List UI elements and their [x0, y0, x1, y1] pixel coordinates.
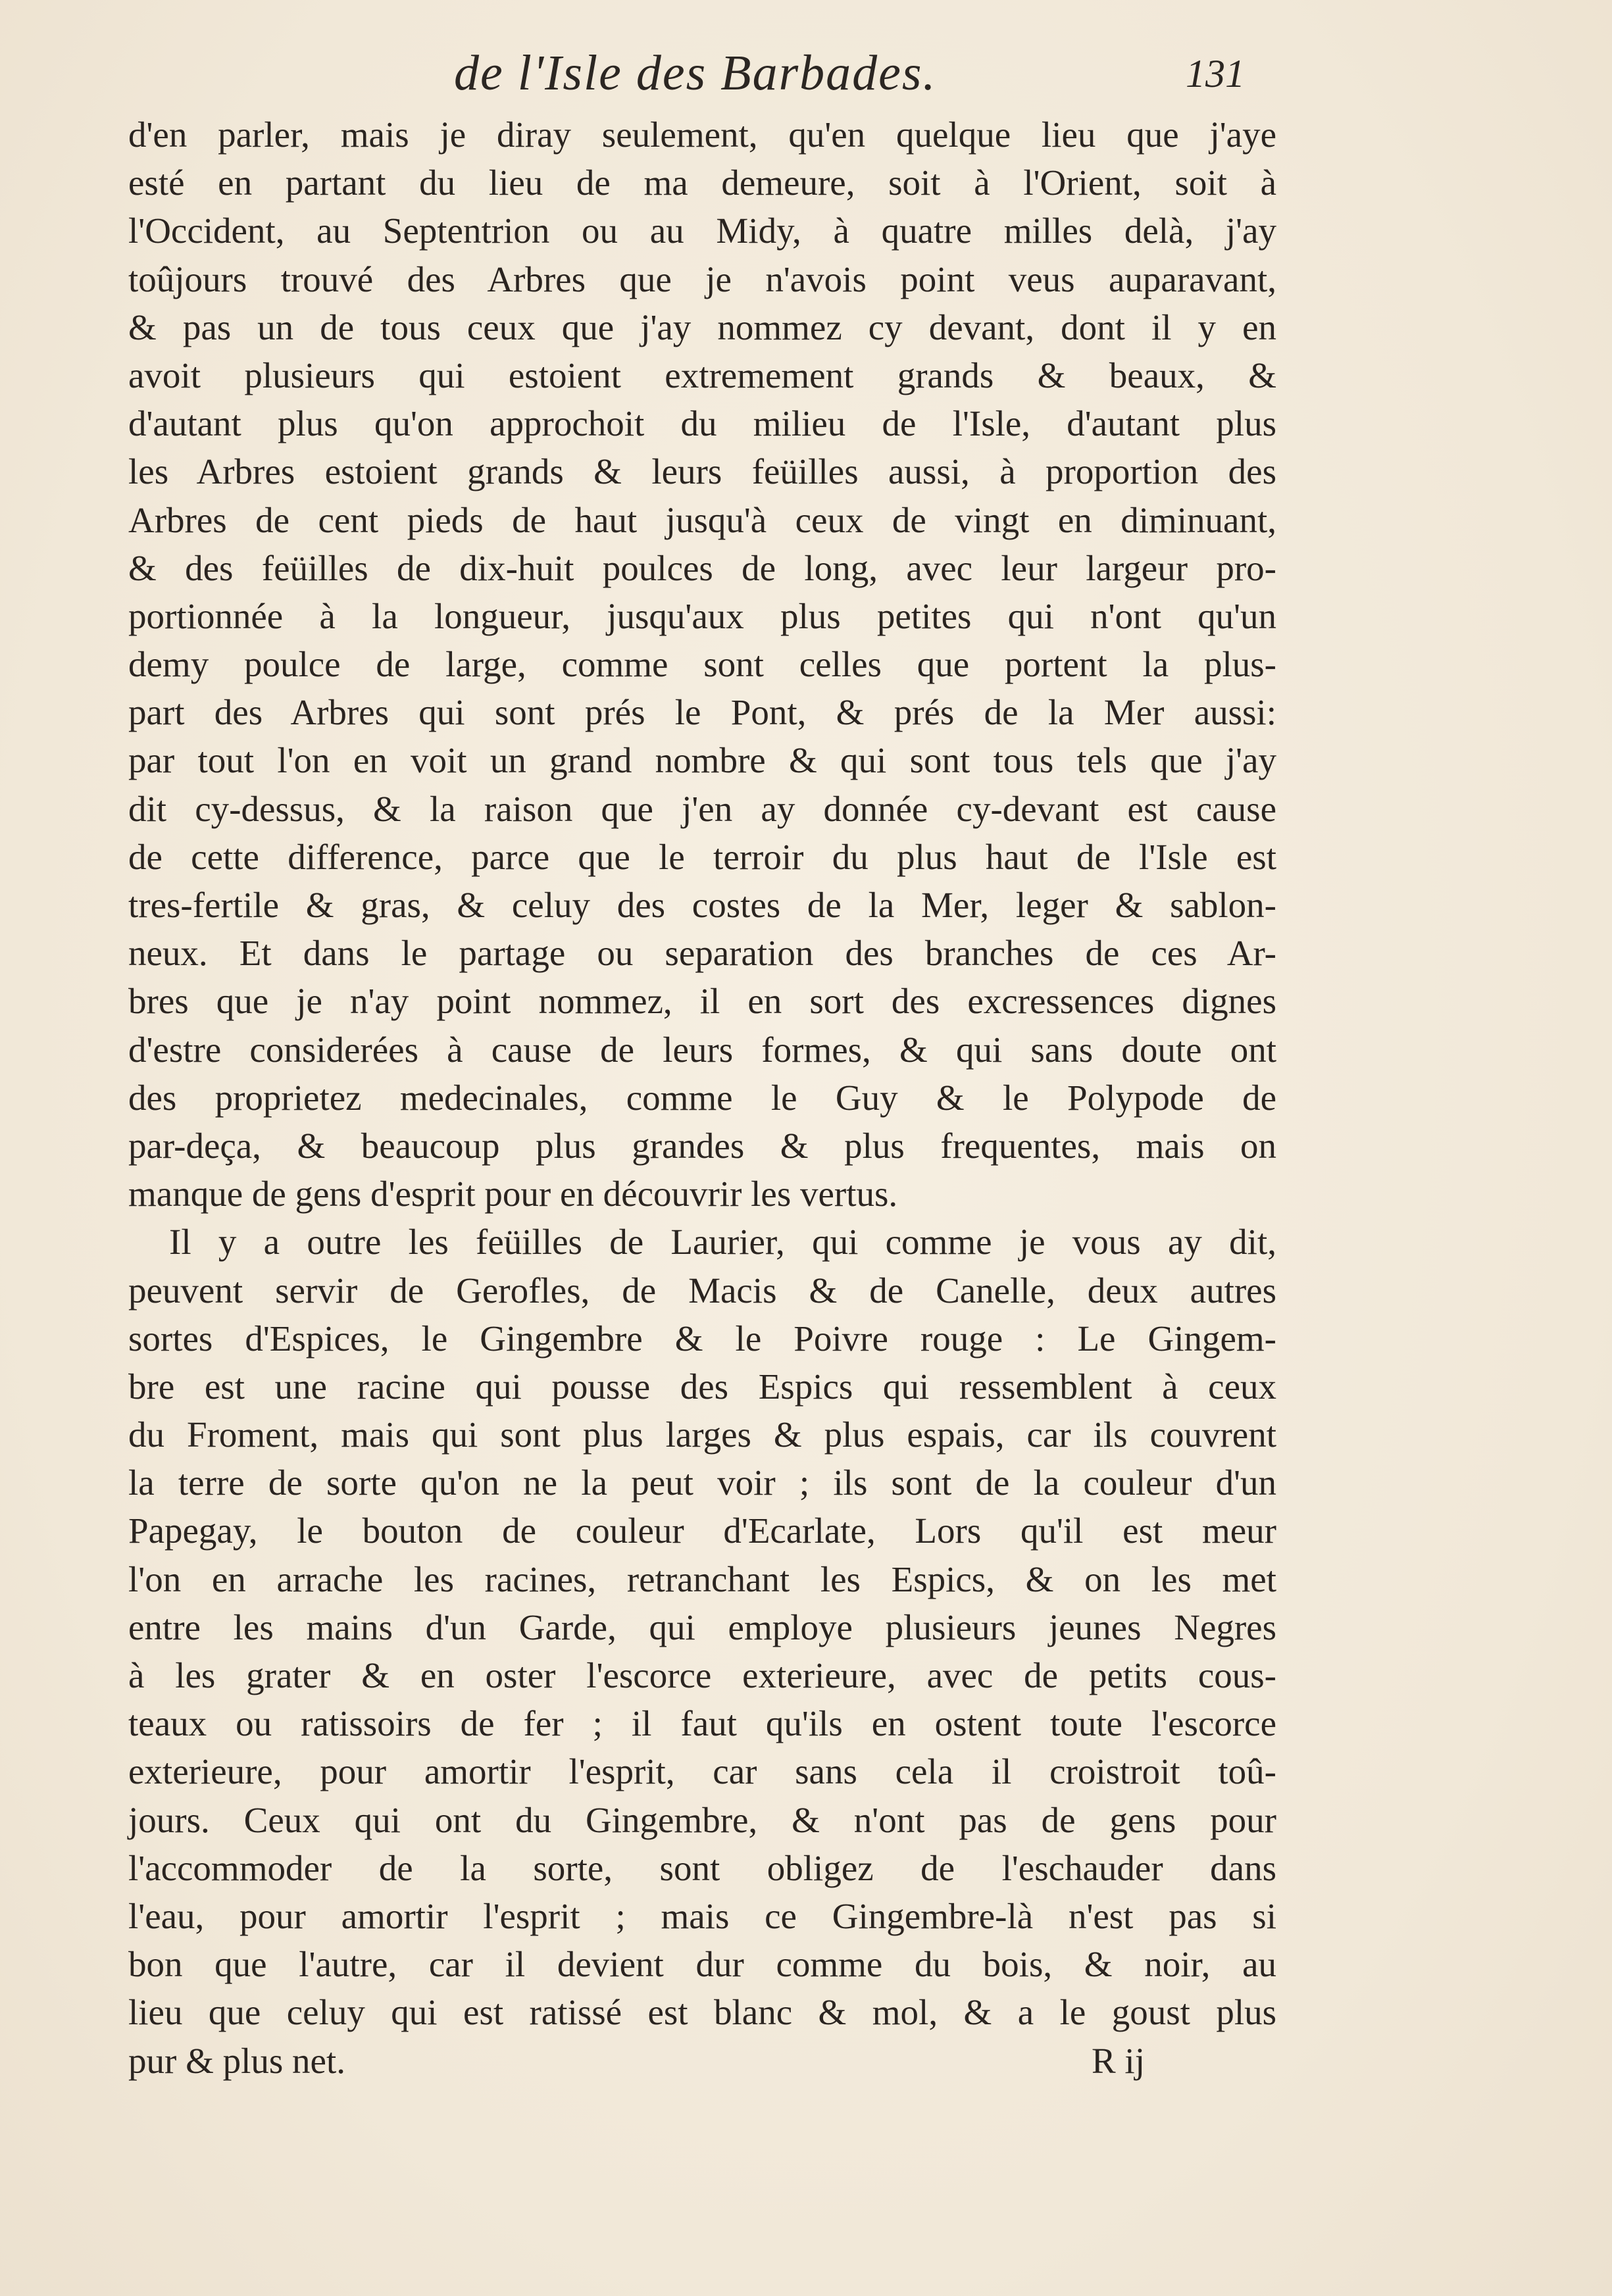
text-line: Arbres de cent pieds de haut jusqu'à ceux de vingt en diminuant, — [128, 499, 1276, 540]
body-text — [128, 111, 1276, 2085]
text-line: entre les mains d'un Garde, qui employe plusieurs jeunes Negres — [128, 1607, 1276, 1647]
text-line: de cette difference, parce que le terroir du plus haut de l'Isle est — [128, 836, 1276, 877]
text-line: à les grater & en oster l'escorce exterieure, avec de petits cous- — [128, 1655, 1276, 1695]
text-line: d'autant plus qu'on approchoit du milieu de l'Isle, d'autant plus — [128, 403, 1276, 444]
text-line: portionnée à la longueur, jusqu'aux plus petites qui n'ont qu'un — [128, 595, 1276, 636]
text-line: les Arbres estoient grands & leurs feüilles aussi, à proportion des — [128, 451, 1276, 492]
text-line: & des feüilles de dix-huit poulces de long, avec leur largeur pro- — [128, 547, 1276, 588]
text-line: avoit plusieurs qui estoient extremement grands & beaux, & — [128, 355, 1276, 395]
text-line: demy poulce de large, comme sont celles que portent la plus- — [128, 644, 1276, 685]
text-line: la terre de sorte qu'on ne la peut voir ; ils sont de la couleur d'un — [128, 1462, 1276, 1503]
running-title: de l'Isle des Barbades. — [454, 45, 937, 101]
text-line: Papegay, le bouton de couleur d'Ecarlate, Lors qu'il est meur — [128, 1510, 1276, 1551]
text-line: dit cy-dessus, & la raison que j'en ay donnée cy-devant est cause — [128, 788, 1276, 829]
text-line: bres que je n'ay point nommez, il en sort des excressences dignes — [128, 981, 1276, 1022]
text-line: l'accommoder de la sorte, sont obligez de l'eschauder dans — [128, 1847, 1276, 1888]
text-line: exterieure, pour amortir l'esprit, car sans cela il croistroit toû- — [128, 1751, 1276, 1792]
text-line: des proprietez medecinales, comme le Guy & le Polypode de — [128, 1077, 1276, 1118]
text-line: & pas un de tous ceux que j'ay nommez cy devant, dont il y en — [128, 307, 1276, 347]
text-line: par tout l'on en voit un grand nombre & qui sont tous tels que j'ay — [128, 740, 1276, 781]
final-line-row — [128, 2037, 1276, 2085]
paragraph-end-line: manque de gens d'esprit pour en découvrir les vertus. — [128, 1174, 898, 1214]
text-line: l'on en arrache les racines, retranchant les Espics, & on les met — [128, 1559, 1276, 1599]
text-line: esté en partant du lieu de ma demeure, soit à l'Orient, soit à — [128, 162, 1276, 203]
signature-mark: R ij — [1092, 2040, 1145, 2081]
text-line: bre est une racine qui pousse des Espics qui ressemblent à ceux — [128, 1366, 1276, 1407]
text-line: l'eau, pour amortir l'esprit ; mais ce Gingembre-là n'est pas si — [128, 1895, 1276, 1936]
text-line: peuvent servir de Gerofles, de Macis & de Canelle, deux autres — [128, 1270, 1276, 1310]
text-line: part des Arbres qui sont prés le Pont, & prés de la Mer aussi: — [128, 692, 1276, 733]
text-line: sortes d'Espices, le Gingembre & le Poivre rouge : Le Gingem- — [128, 1318, 1276, 1359]
text-line: du Froment, mais qui sont plus larges & plus espais, car ils couvrent — [128, 1414, 1276, 1455]
text-line: teaux ou ratissoirs de fer ; il faut qu'ils en ostent toute l'escorce — [128, 1703, 1276, 1744]
text-line: par-deça, & beaucoup plus grandes & plus frequentes, mais on — [128, 1125, 1276, 1166]
text-line: neux. Et dans le partage ou separation des branches de ces Ar- — [128, 933, 1276, 974]
text-line: d'en parler, mais je diray seulement, qu'en quelque lieu que j'aye — [128, 114, 1276, 155]
text-line: d'estre considerées à cause de leurs formes, & qui sans doute ont — [128, 1029, 1276, 1070]
page-header — [0, 39, 1612, 112]
text-line: lieu que celuy qui est ratissé est blanc & mol, & a le goust plus — [128, 1992, 1276, 2033]
text-line: tres-fertile & gras, & celuy des costes de la Mer, leger & sablon- — [128, 885, 1276, 925]
text-line: jours. Ceux qui ont du Gingembre, & n'ont pas de gens pour — [128, 1799, 1276, 1840]
text-line: l'Occident, au Septentrion ou au Midy, à quatre milles delà, j'ay — [128, 211, 1276, 251]
paragraph-start-line: Il y a outre les feüilles de Laurier, qui comme je vous ay dit, — [169, 1222, 1276, 1262]
text-line: toûjours trouvé des Arbres que je n'avois point veus auparavant, — [128, 259, 1276, 299]
text-line: bon que l'autre, car il devient dur comme du bois, & noir, au — [128, 1944, 1276, 1985]
page-number: 131 — [1186, 52, 1245, 95]
final-text-line: pur & plus net. — [128, 2040, 345, 2081]
